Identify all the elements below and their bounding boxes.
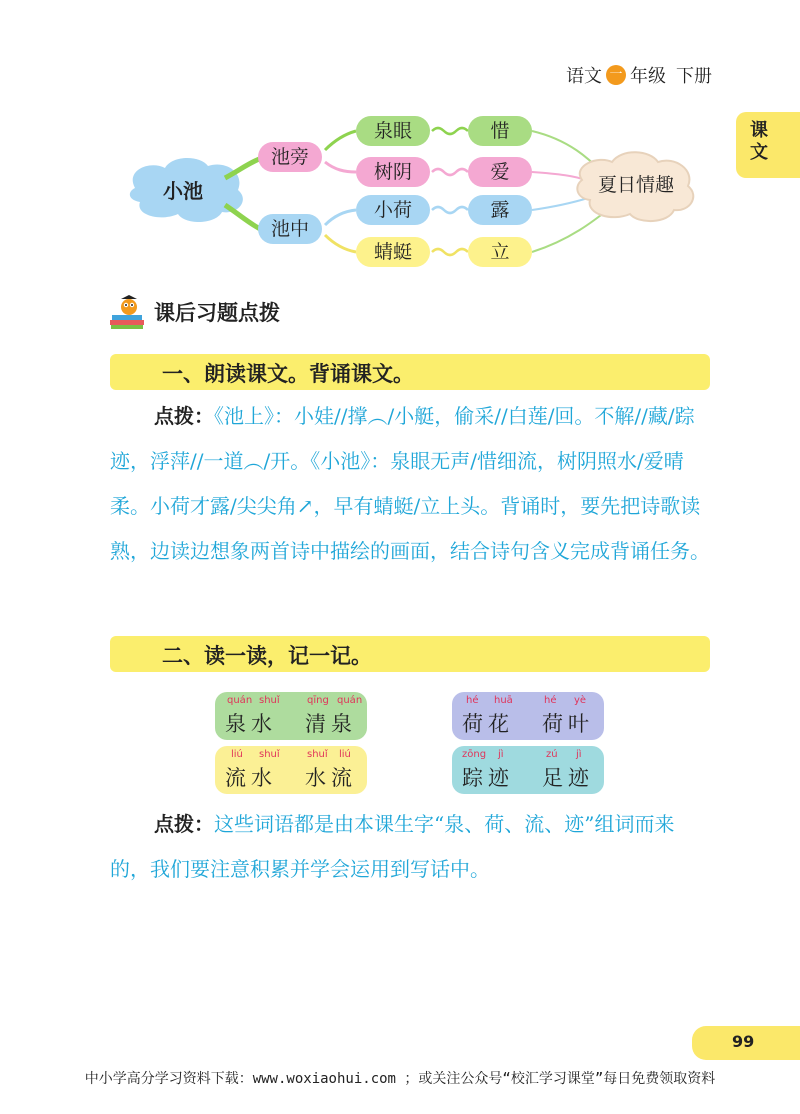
pinyin: zú xyxy=(546,749,558,760)
word: 足迹 xyxy=(542,766,594,790)
task1-bar xyxy=(110,354,710,390)
pinyin: jì xyxy=(576,749,582,760)
task2-bar xyxy=(110,636,710,672)
theme-node: 夏日情趣 xyxy=(597,174,674,196)
owl-books-icon xyxy=(108,294,148,330)
task1-title: 一、朗读课文。背诵课文。 xyxy=(162,362,414,386)
object-node: 小荷 xyxy=(356,195,430,225)
pinyin: shuǐ xyxy=(259,749,280,760)
page-header xyxy=(566,62,712,88)
task2-lead: 点拨： xyxy=(154,812,214,836)
section-title: 课后习题点拨 xyxy=(154,301,280,325)
word-card xyxy=(215,692,367,740)
pinyin: shuǐ xyxy=(259,695,280,706)
word: 荷叶 xyxy=(542,712,594,736)
branch-node: 池中 xyxy=(258,214,322,244)
task2-text: 这些词语都是由本课生字“泉、荷、流、迹”组词而来的，我们要注意积累并学会运用到写话中。 xyxy=(110,812,675,881)
object-node: 泉眼 xyxy=(356,116,430,146)
pinyin: liú xyxy=(339,749,351,760)
subject-label: 语文 xyxy=(566,66,602,87)
verb-node: 爱 xyxy=(468,157,532,187)
word: 水流 xyxy=(305,766,357,790)
grade-badge: 一 xyxy=(606,65,626,85)
task1-lead: 点拨： xyxy=(154,404,214,428)
page-number-tab xyxy=(692,1026,800,1060)
volume-label: 下册 xyxy=(676,66,712,87)
pinyin: zōng xyxy=(462,749,487,760)
pinyin: yè xyxy=(574,695,587,706)
mind-map xyxy=(0,100,800,280)
word-card xyxy=(452,746,604,794)
word-card xyxy=(452,692,604,740)
pinyin: quán xyxy=(337,695,363,706)
pinyin: quán xyxy=(227,695,253,706)
pinyin: huā xyxy=(494,695,513,706)
pinyin: hé xyxy=(544,695,557,706)
word-card xyxy=(215,746,367,794)
word: 清泉 xyxy=(305,712,357,736)
branch-node: 池旁 xyxy=(258,142,322,172)
task2-paragraph xyxy=(110,802,710,892)
pinyin: qīng xyxy=(307,695,329,706)
pinyin: jì xyxy=(498,749,504,760)
word: 荷花 xyxy=(462,712,514,736)
word: 踪迹 xyxy=(462,766,514,790)
task2-title: 二、读一读，记一记。 xyxy=(162,644,372,668)
pinyin: hé xyxy=(466,695,479,706)
task1-paragraph xyxy=(110,394,710,574)
section-heading xyxy=(108,294,280,330)
word: 泉水 xyxy=(225,712,277,736)
task1-text: 《池上》：小娃//撑︵/小艇，偷采//白莲/回。不解//藏/踪迹，浮萍//一道︵/开。《小池》：泉眼无声/惜细流，树阴照水/爱晴柔。小荷才露/尖尖角↗，早有蜻蜓/立上头。背诵时，要先把诗歌读熟，边读边想象两首诗中描绘的画面，结合诗句含义完成背诵任务。 xyxy=(110,404,710,563)
grade-label: 年级 xyxy=(630,66,666,87)
verb-node: 立 xyxy=(468,237,532,267)
center-node: 小池 xyxy=(163,179,203,203)
object-node: 蜻蜓 xyxy=(356,237,430,267)
object-node: 树阴 xyxy=(356,157,430,187)
pinyin: liú xyxy=(231,749,243,760)
page-number: 99 xyxy=(732,1032,755,1051)
pinyin: shuǐ xyxy=(307,749,328,760)
verb-node: 露 xyxy=(468,195,532,225)
word: 流水 xyxy=(225,766,277,790)
verb-node: 惜 xyxy=(468,116,532,146)
side-tab-label: 课文 xyxy=(750,120,768,163)
footer-note: 中小学高分学习资料下载：www.woxiaohui.com ；或关注公众号“校汇学习课堂”每日免费领取资料 xyxy=(84,1071,716,1087)
